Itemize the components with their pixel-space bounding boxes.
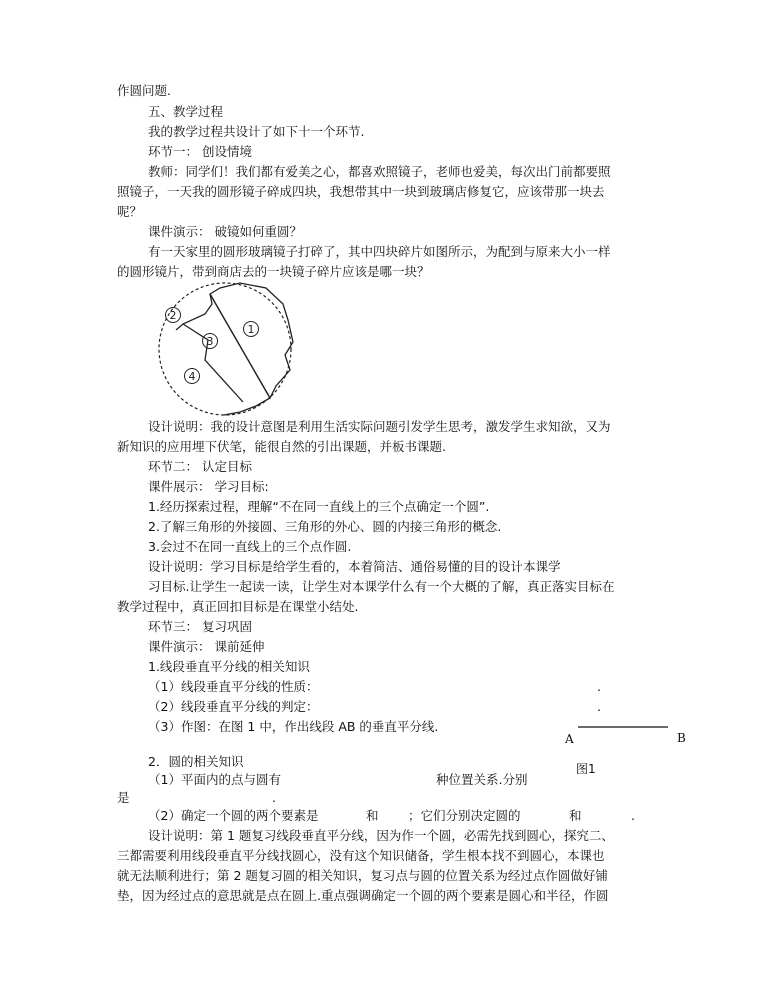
text-line: 种位置关系.分别 (436, 772, 528, 787)
text-line: 习目标.让学生一起读一读，让学生对本课学什么有一个大概的了解，真正落实目标在 (148, 579, 615, 594)
piece-label-2: 2 (169, 309, 177, 322)
text-line: （2）线段垂直平分线的判定： (148, 699, 319, 714)
text-line: 教师：同学们！我们都有爱美之心，都喜欢照镜子，老师也爱美，每次出门前都要照 (148, 164, 611, 179)
text-line: 教学过程中，真正回扣目标是在课堂小结处. (117, 599, 359, 614)
text-line: 2．圆的相关知识 (148, 754, 244, 769)
text-line: 课件演示： 破镜如何重圆？ (148, 224, 302, 239)
blank-end-dot: . (631, 808, 635, 823)
text-line: 垫，因为经过点的意思就是点在圆上.重点强调确定一个圆的两个要素是圆心和半径，作圆 (117, 888, 609, 903)
text-line: 作圆问题. (117, 83, 171, 98)
text-line: 课件演示： 课前延伸 (148, 639, 265, 654)
text-line: （1）平面内的点与圆有 (148, 772, 281, 787)
text-line: 是 (117, 790, 130, 805)
text-line: 新知识的应用埋下伏笔，能很自然的引出课题，并板书课题. (117, 439, 446, 454)
text-line: 照镜子，一天我的圆形镜子碎成四块，我想带其中一块到玻璃店修复它，应该带那一块去 (117, 184, 605, 199)
text-line: 课件展示： 学习目标: (148, 479, 269, 494)
text-line: 我的教学过程共设计了如下十一个环节. (148, 124, 365, 139)
section-heading: 五、教学过程 (148, 104, 224, 119)
point-a-label: A (565, 732, 574, 746)
step-heading: 环节二： 认定目标 (148, 459, 252, 474)
goal-item: 2.了解三角形的外接圆、三角形的外心、圆的内接三角形的概念. (148, 519, 502, 534)
point-b-label: B (677, 731, 686, 745)
segment-ab-figure (556, 718, 696, 778)
blank-end-dot: . (272, 790, 276, 805)
text-line: 就无法顺利进行；第 2 题复习圆的相关知识，复习点与圆的位置关系为经过点作圆做好铺 (117, 868, 608, 883)
piece-label-3: 3 (206, 335, 214, 348)
piece-label-4: 4 (188, 370, 196, 383)
text-line: 设计说明：第 1 题复习线段垂直平分线，因为作一个圆，必需先找到圆心，探究二、 (148, 828, 614, 843)
text-line: 三都需要利用线段垂直平分线找圆心，没有这个知识储备，学生根本找不到圆心，本课也 (117, 848, 605, 863)
step-heading: 环节一： 创设情境 (148, 144, 252, 159)
text-line: 设计说明：学习目标是给学生看的，本着简洁、通俗易懂的目的设计本课学 (148, 559, 561, 574)
figure-caption: 图1 (576, 762, 596, 776)
text-line: 和 (569, 808, 582, 823)
blank-end-dot: . (597, 679, 601, 694)
goal-item: 3.会过不在同一直线上的三个点作圆. (148, 539, 352, 554)
blank-end-dot: . (597, 699, 601, 714)
text-line: 的圆形镜片，带到商店去的一块镜子碎片应该是哪一块？ (117, 264, 430, 279)
goal-item: 1.经历探索过程，理解“不在同一直线上的三个点确定一个圆”. (148, 499, 490, 514)
text-line: （1）线段垂直平分线的性质： (148, 679, 319, 694)
piece-label-1: 1 (247, 323, 255, 336)
text-line: 和 (366, 808, 379, 823)
step-heading: 环节三： 复习巩固 (148, 619, 252, 634)
text-line: ；它们分别决定圆的 (408, 808, 521, 823)
text-line: （3）作图：在图 1 中，作出线段 AB 的垂直平分线. (148, 719, 439, 734)
text-line: （2）确定一个圆的两个要素是 (148, 808, 319, 823)
text-line: 1.线段垂直平分线的相关知识 (148, 659, 310, 674)
text-line: 呢？ (117, 204, 143, 219)
broken-mirror-figure (148, 278, 308, 418)
text-line: 设计说明：我的设计意图是利用生活实际问题引发学生思考，激发学生求知欲，又为 (148, 419, 611, 434)
text-line: 有一天家里的圆形玻璃镜子打碎了，其中四块碎片如图所示，为配到与原来大小一样 (148, 244, 611, 259)
